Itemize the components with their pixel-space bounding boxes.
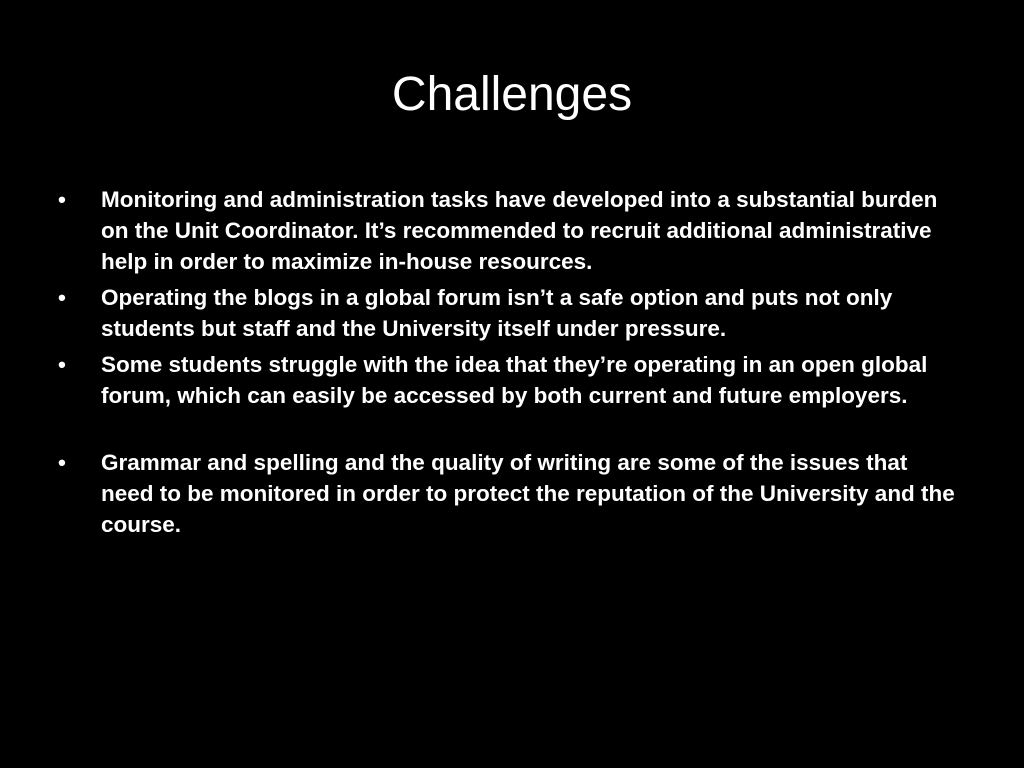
bullet-item-monitoring <box>58 184 958 277</box>
bullet-icon: • <box>58 187 66 212</box>
bullet-icon: • <box>58 285 66 310</box>
bullet-list <box>58 184 958 545</box>
bullet-icon: • <box>58 450 66 475</box>
bullet-item-grammar <box>58 447 958 540</box>
bullet-item-students <box>58 349 958 411</box>
bullet-icon: • <box>58 352 66 377</box>
slide-title: Challenges <box>391 68 633 121</box>
bullet-text: Grammar and spelling and the quality of writing are some of the issues that need to be monitored in order to protect the reputation of the University and the course. <box>101 450 955 537</box>
bullet-text: Operating the blogs in a global forum isn’t a safe option and puts not only students but staff and the University itself under pressure. <box>101 285 893 341</box>
bullet-text: Some students struggle with the idea that they’re operating in an open global forum, which can easily be accessed by both current and future employers. <box>101 352 928 408</box>
bullet-item-blogs <box>58 282 958 344</box>
bullet-text: Monitoring and administration tasks have developed into a substantial burden on the Unit Coordinator. It’s recommended to recruit additional administrative help in order to maximize in-house resources. <box>101 187 938 274</box>
